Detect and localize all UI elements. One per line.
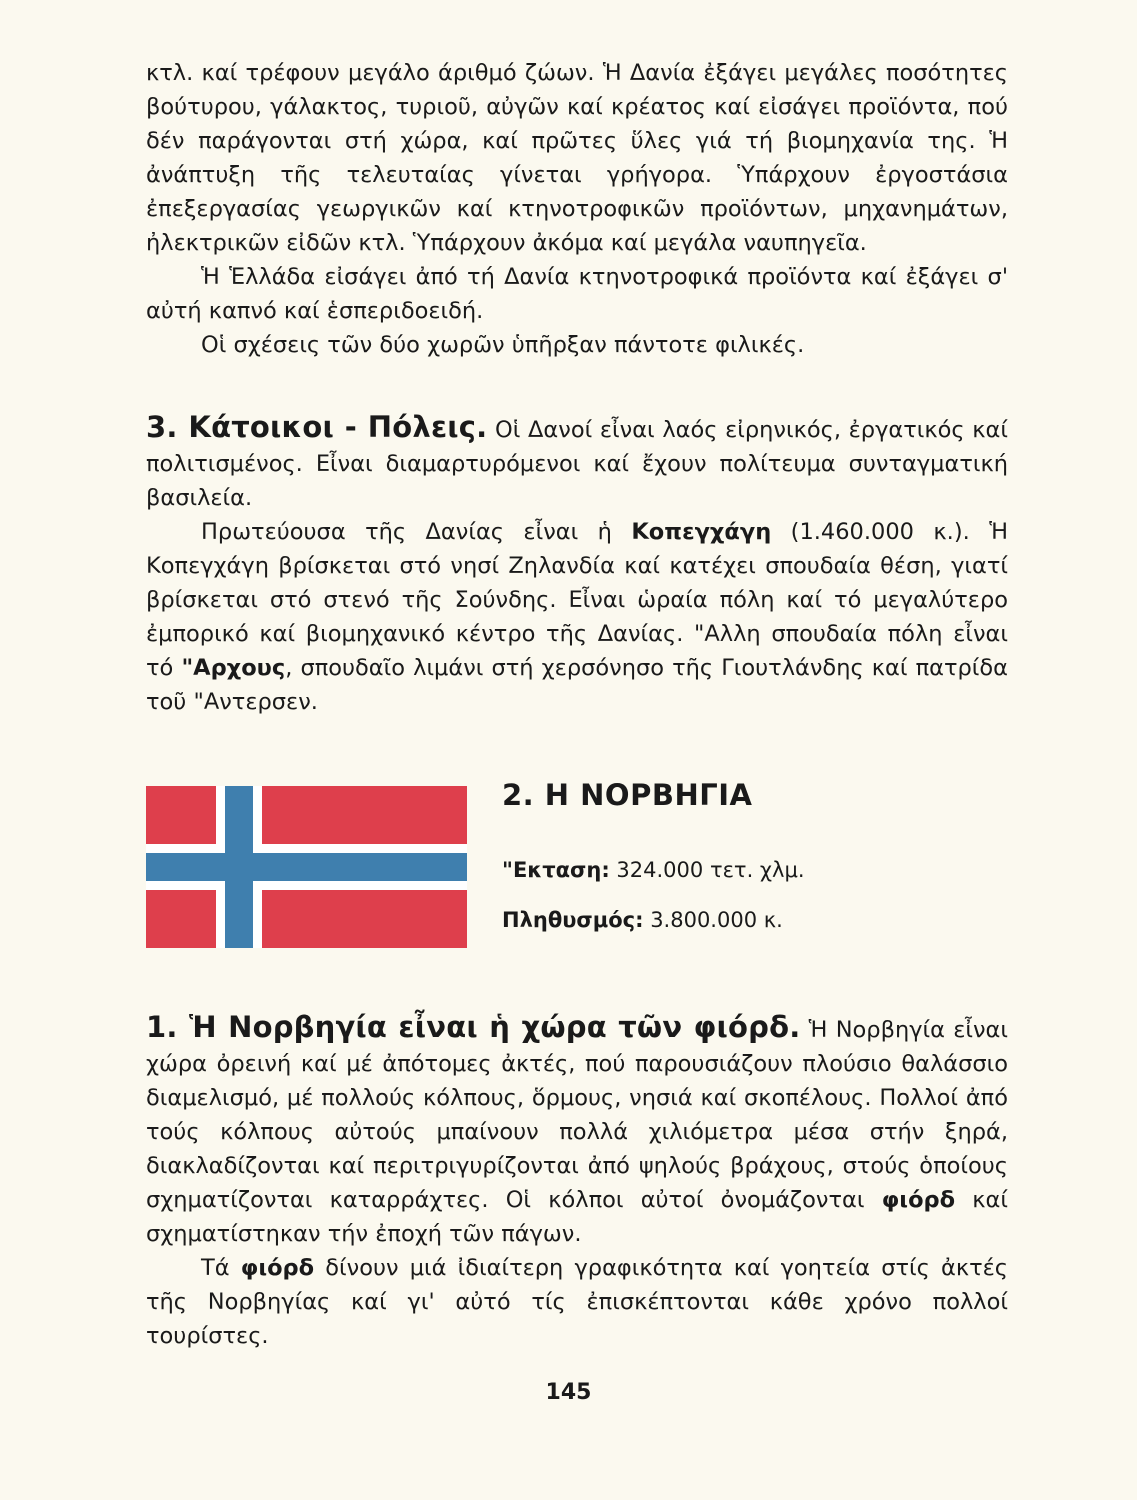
fjord-term: φιόρδ <box>240 1255 315 1281</box>
city-name: "Αρχους <box>181 655 286 681</box>
norway-flag <box>146 786 467 948</box>
section-inhabitants-cities <box>146 410 1008 719</box>
capital-name: Κοπεγχάγη <box>631 519 772 545</box>
area-value: 324.000 τετ. χλμ. <box>609 858 805 882</box>
paragraph-fjords <box>146 1010 1008 1251</box>
paragraph-greece-trade: Ἡ Ἑλλάδα εἰσάγει ἀπό τή Δανία κτηνοτροφικά προϊόντα καί ἐξάγει σ' αὐτή καπνό καί ἑσπεριδοειδή. <box>146 264 1008 324</box>
norway-population <box>502 908 783 932</box>
norway-title: 2. Η ΝΟΡΒΗΓΙΑ <box>502 778 753 812</box>
flag-blue-horizontal <box>146 853 467 881</box>
paragraph-inhabitants <box>146 410 1008 515</box>
paragraph-tourism <box>146 1251 1008 1353</box>
population-label: Πληθυσμός: <box>502 908 644 932</box>
paragraph-economy: κτλ. καί τρέφουν μεγάλο άριθμό ζώων. Ἡ Δανία ἐξάγει μεγάλες ποσότητες βούτυρου, γάλακτος, τυριοῦ, αὐγῶν καί κρέατος καί εἰσάγει προϊόντα, πού δέν παράγονται στή χώρα, καί πρῶτες ὕλες γιά τή βιομηχανία της. Ἡ ἀνάπτυξη τῆς τελευταίας γίνεται γρήγορα. Ὑπάρχουν ἐργοστάσια ἐπεξεργασίας γεωργικῶν καί κτηνοτροφικῶν προϊόντων, μηχανημάτων, ἠλεκτρικῶν εἰδῶν κτλ. Ὑπάρχουν ἀκόμα καί μεγάλα ναυπηγεῖα. <box>146 60 1008 256</box>
paragraph-relations: Οἱ σχέσεις τῶν δύο χωρῶν ὑπῆρξαν πάντοτε φιλικές. <box>201 332 805 358</box>
fjords-text-2: καί σχηματίστηκαν τήν ἐποχή τῶν πάγων. <box>146 1187 1008 1247</box>
section-heading: 1. Ἡ Νορβηγία εἶναι ἡ χώρα τῶν φιόρδ. <box>146 1010 801 1044</box>
fjord-term: φιόρδ <box>881 1187 956 1213</box>
population-value: 3.800.000 κ. <box>643 908 783 932</box>
paragraph-capital <box>146 515 1008 719</box>
page-number: 145 <box>545 1380 592 1405</box>
norway-area <box>502 858 805 882</box>
denmark-continuation <box>146 56 1008 362</box>
tourism-text: Τά <box>201 1255 241 1281</box>
capital-text-2: (1.460.000 κ.). Ἡ Κοπεγχάγη βρίσκεται στό νησί Ζηλανδία καί κατέχει σπουδαία θέση, γιατί βρίσκεται στό στενό τῆς Σούνδης. Εἶναι ὡραία πόλη καί τό μεγαλύτερο ἐμπορικό καί βιομηχανικό κέντρο τῆς Δανίας. "Αλλη σπουδαία πόλη εἶναι τό <box>146 519 1008 681</box>
inhabitants-text: Οἱ Δανοί εἶναι λαός εἰρηνικός, ἐργατικός καί πολιτισμένος. Εἶναι διαμαρτυρόμενοι καί ἔχουν πολίτευμα συνταγματική βασιλεία. <box>146 417 1008 511</box>
section-heading: 3. Κάτοικοι - Πόλεις. <box>146 410 488 444</box>
fjords-text: Ἡ Νορβηγία εἶναι χώρα ὀρεινή καί μέ ἀπότομες ἀκτές, πού παρουσιάζουν πλούσιο θαλάσσιο διαμελισμό, μέ πολλούς κόλπους, ὅρμους, νησιά καί σκοπέλους. Πολλοί ἀπό τούς κόλπους αὐτούς μπαίνουν πολλά χιλιόμετρα μέσα στήν ξηρά, διακλαδίζονται καί περιτριγυρίζονται ἀπό ψηλούς βράχους, στούς ὁποίους σχηματίζονται καταρράχτες. Οἱ κόλποι αὐτοί ὀνομάζονται <box>146 1017 1008 1213</box>
capital-text: Πρωτεύουσα τῆς Δανίας εἶναι ἡ <box>201 519 632 545</box>
section-fjords <box>146 1010 1008 1353</box>
area-label: "Εκταση: <box>502 858 610 882</box>
city-text: , σπουδαῖο λιμάνι στή χερσόνησο τῆς Γιουτλάνδης καί πατρίδα τοῦ "Αντερσεν. <box>146 655 1008 715</box>
tourism-text-2: δίνουν μιά ἰδιαίτερη γραφικότητα καί γοητεία στίς ἀκτές τῆς Νορβηγίας καί γι' αὐτό τίς ἐπισκέπτονται κάθε χρόνο πολλοί τουρίστες. <box>146 1255 1008 1349</box>
